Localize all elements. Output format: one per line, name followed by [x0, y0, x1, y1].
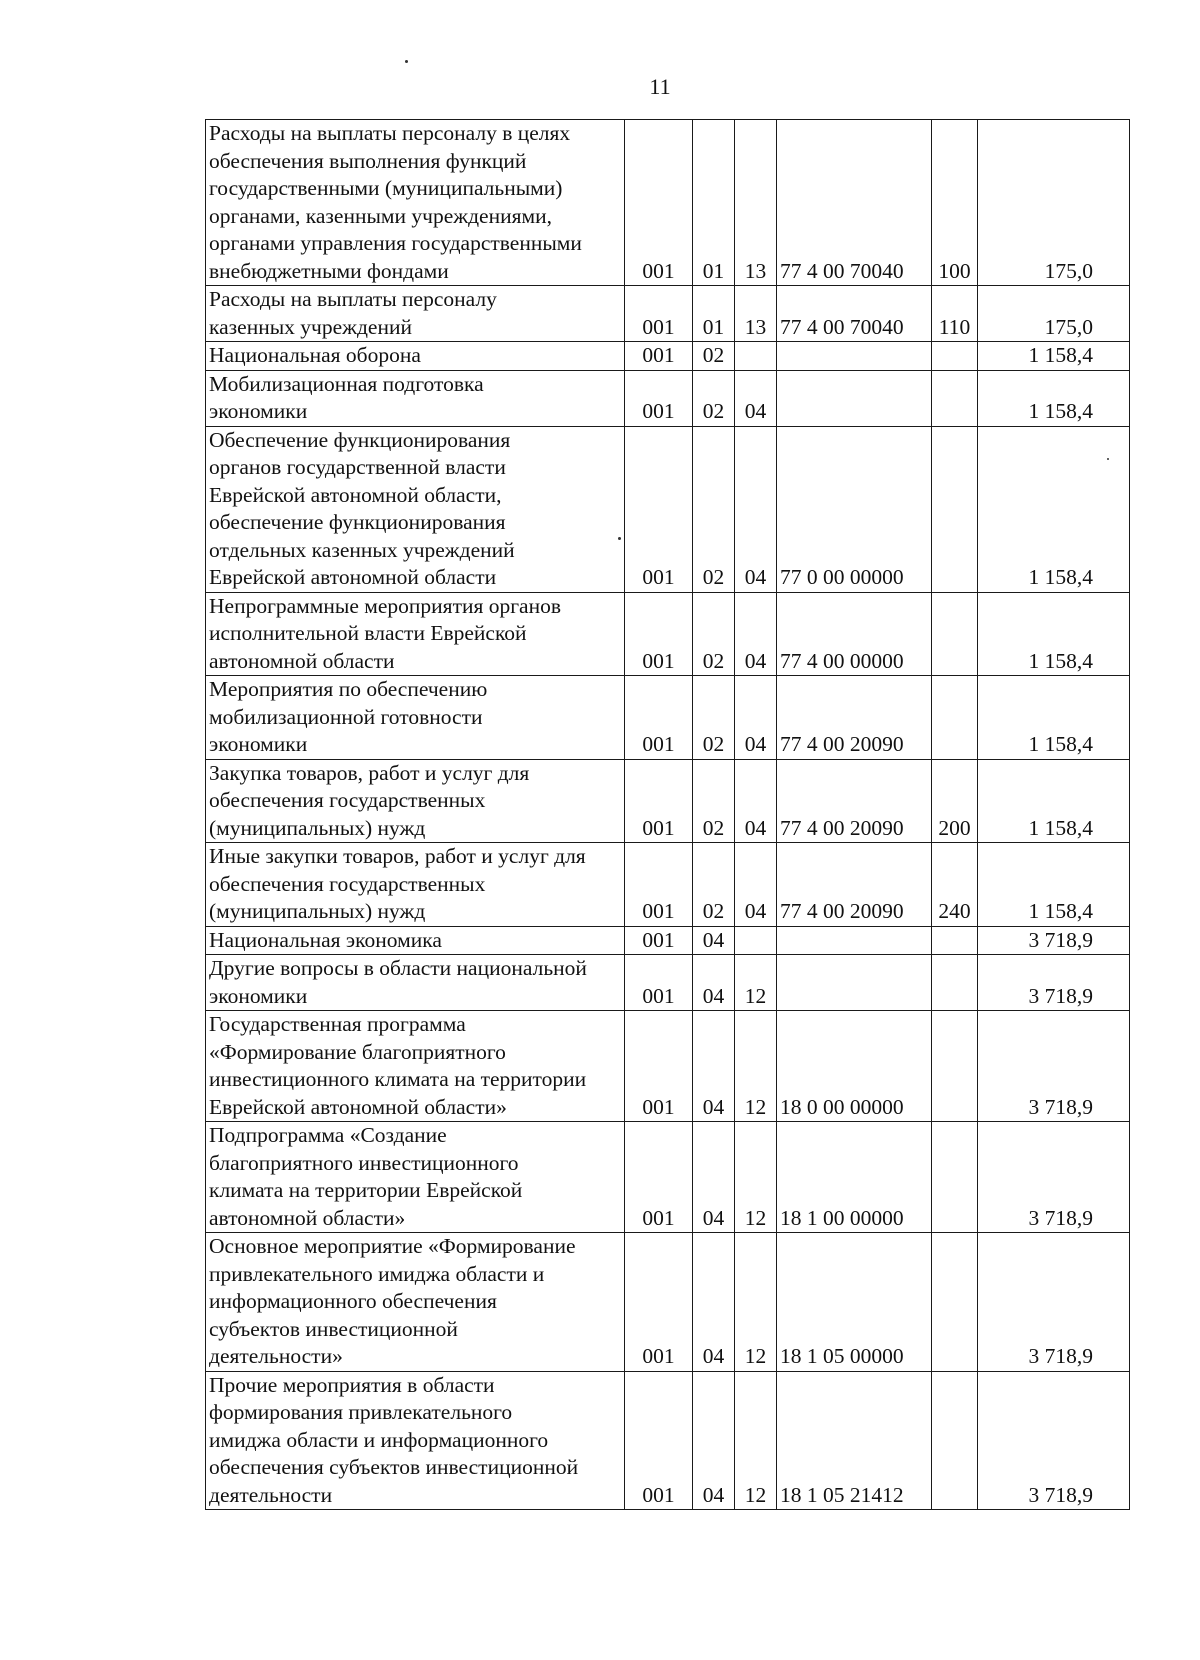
row-target-article: 18 1 05 00000 [777, 1233, 932, 1372]
table-row [206, 370, 1130, 426]
table-row [206, 592, 1130, 676]
row-name: Национальная оборона [206, 342, 625, 371]
table-row [206, 676, 1130, 760]
row-amount: 1 158,4 [978, 342, 1130, 371]
row-ministry: 001 [625, 1371, 693, 1510]
table-row [206, 1233, 1130, 1372]
row-target-article: 77 0 00 00000 [777, 426, 932, 592]
budget-table [205, 119, 1130, 1510]
row-amount: 3 718,9 [978, 955, 1130, 1011]
row-expense-type: 100 [932, 120, 978, 286]
row-section: 02 [693, 843, 735, 927]
row-target-article: 77 4 00 70040 [777, 286, 932, 342]
row-amount: 1 158,4 [978, 370, 1130, 426]
row-section: 04 [693, 926, 735, 955]
row-target-article: 77 4 00 20090 [777, 759, 932, 843]
row-name: Мобилизационная подготовка экономики [206, 370, 625, 426]
row-expense-type [932, 592, 978, 676]
row-name: Подпрограмма «Создание благоприятного инвестиционного климата на территории Еврейской автономной области» [206, 1122, 625, 1233]
row-expense-type [932, 1011, 978, 1122]
row-target-article [777, 926, 932, 955]
table-row [206, 759, 1130, 843]
row-section: 02 [693, 676, 735, 760]
table-row [206, 1122, 1130, 1233]
row-amount: 175,0 [978, 120, 1130, 286]
table-row [206, 342, 1130, 371]
budget-table-container [205, 119, 1130, 1510]
row-subsection: 04 [735, 759, 777, 843]
row-subsection: 04 [735, 370, 777, 426]
row-section: 02 [693, 592, 735, 676]
budget-table-body [206, 120, 1130, 1510]
row-section: 04 [693, 1011, 735, 1122]
row-section: 04 [693, 1233, 735, 1372]
row-target-article: 18 1 00 00000 [777, 1122, 932, 1233]
row-name: Национальная экономика [206, 926, 625, 955]
row-expense-type [932, 676, 978, 760]
row-ministry: 001 [625, 1122, 693, 1233]
row-subsection: 12 [735, 1233, 777, 1372]
row-name: Основное мероприятие «Формирование привлекательного имиджа области и информационного обеспечения субъектов инвестиционной деятельности» [206, 1233, 625, 1372]
row-target-article: 77 4 00 00000 [777, 592, 932, 676]
row-subsection: 13 [735, 120, 777, 286]
row-ministry: 001 [625, 1011, 693, 1122]
row-name: Расходы на выплаты персоналу в целях обеспечения выполнения функций государственными (муниципальными) органами, казенными учреждениями, органами управления государственными внебюджетными фондами [206, 120, 625, 286]
row-name: Другие вопросы в области национальной экономики [206, 955, 625, 1011]
row-subsection: 13 [735, 286, 777, 342]
row-ministry: 001 [625, 926, 693, 955]
row-ministry: 001 [625, 955, 693, 1011]
row-subsection: 04 [735, 843, 777, 927]
row-target-article: 77 4 00 20090 [777, 676, 932, 760]
row-section: 04 [693, 955, 735, 1011]
row-amount: 175,0 [978, 286, 1130, 342]
row-name: Непрограммные мероприятия органов исполнительной власти Еврейской автономной области [206, 592, 625, 676]
row-section: 04 [693, 1371, 735, 1510]
row-section: 02 [693, 342, 735, 371]
row-section: 04 [693, 1122, 735, 1233]
row-target-article: 18 1 05 21412 [777, 1371, 932, 1510]
row-section: 02 [693, 426, 735, 592]
page-number: 11 [649, 74, 671, 99]
row-amount: 1 158,4 [978, 759, 1130, 843]
table-row [206, 120, 1130, 286]
row-name: Расходы на выплаты персоналу казенных учреждений [206, 286, 625, 342]
row-amount: 1 158,4 [978, 843, 1130, 927]
row-subsection: 12 [735, 1371, 777, 1510]
row-amount: 3 718,9 [978, 1122, 1130, 1233]
row-name: Закупка товаров, работ и услуг для обеспечения государственных (муниципальных) нужд [206, 759, 625, 843]
row-target-article [777, 342, 932, 371]
row-name: Мероприятия по обеспечению мобилизационной готовности экономики [206, 676, 625, 760]
row-amount: 1 158,4 [978, 426, 1130, 592]
row-target-article [777, 955, 932, 1011]
row-amount: 3 718,9 [978, 1233, 1130, 1372]
row-subsection: 04 [735, 426, 777, 592]
row-ministry: 001 [625, 286, 693, 342]
table-row [206, 843, 1130, 927]
row-expense-type [932, 1122, 978, 1233]
row-expense-type [932, 426, 978, 592]
row-expense-type [932, 370, 978, 426]
row-expense-type [932, 342, 978, 371]
row-amount: 3 718,9 [978, 1011, 1130, 1122]
row-target-article [777, 370, 932, 426]
row-amount: 1 158,4 [978, 676, 1130, 760]
table-row [206, 426, 1130, 592]
row-expense-type [932, 926, 978, 955]
row-ministry: 001 [625, 120, 693, 286]
row-subsection: 04 [735, 592, 777, 676]
row-ministry: 001 [625, 1233, 693, 1372]
row-expense-type [932, 1371, 978, 1510]
table-row [206, 1011, 1130, 1122]
row-name: Иные закупки товаров, работ и услуг для обеспечения государственных (муниципальных) нужд [206, 843, 625, 927]
row-subsection: 12 [735, 1011, 777, 1122]
row-name: Государственная программа «Формирование благоприятного инвестиционного климата на территории Еврейской автономной области» [206, 1011, 625, 1122]
row-ministry: 001 [625, 676, 693, 760]
row-section: 01 [693, 286, 735, 342]
row-expense-type: 200 [932, 759, 978, 843]
row-ministry: 001 [625, 342, 693, 371]
row-subsection: 12 [735, 955, 777, 1011]
row-ministry: 001 [625, 759, 693, 843]
row-amount: 3 718,9 [978, 1371, 1130, 1510]
row-ministry: 001 [625, 592, 693, 676]
row-name: Обеспечение функционирования органов государственной власти Еврейской автономной области, обеспечение функционирования отдельных казенных учреждений Еврейской автономной области [206, 426, 625, 592]
row-ministry: 001 [625, 426, 693, 592]
table-row [206, 1371, 1130, 1510]
row-subsection [735, 926, 777, 955]
row-ministry: 001 [625, 370, 693, 426]
row-name: Прочие мероприятия в области формирования привлекательного имиджа области и информационного обеспечения субъектов инвестиционной деятельности [206, 1371, 625, 1510]
row-section: 02 [693, 370, 735, 426]
table-row [206, 286, 1130, 342]
row-subsection [735, 342, 777, 371]
row-subsection: 04 [735, 676, 777, 760]
table-row [206, 926, 1130, 955]
row-subsection: 12 [735, 1122, 777, 1233]
row-target-article: 18 0 00 00000 [777, 1011, 932, 1122]
row-section: 01 [693, 120, 735, 286]
row-amount: 3 718,9 [978, 926, 1130, 955]
table-row [206, 955, 1130, 1011]
row-ministry: 001 [625, 843, 693, 927]
row-expense-type: 110 [932, 286, 978, 342]
row-amount: 1 158,4 [978, 592, 1130, 676]
row-expense-type [932, 955, 978, 1011]
row-target-article: 77 4 00 20090 [777, 843, 932, 927]
row-expense-type [932, 1233, 978, 1372]
row-expense-type: 240 [932, 843, 978, 927]
scan-speck [405, 60, 408, 63]
row-target-article: 77 4 00 70040 [777, 120, 932, 286]
row-section: 02 [693, 759, 735, 843]
